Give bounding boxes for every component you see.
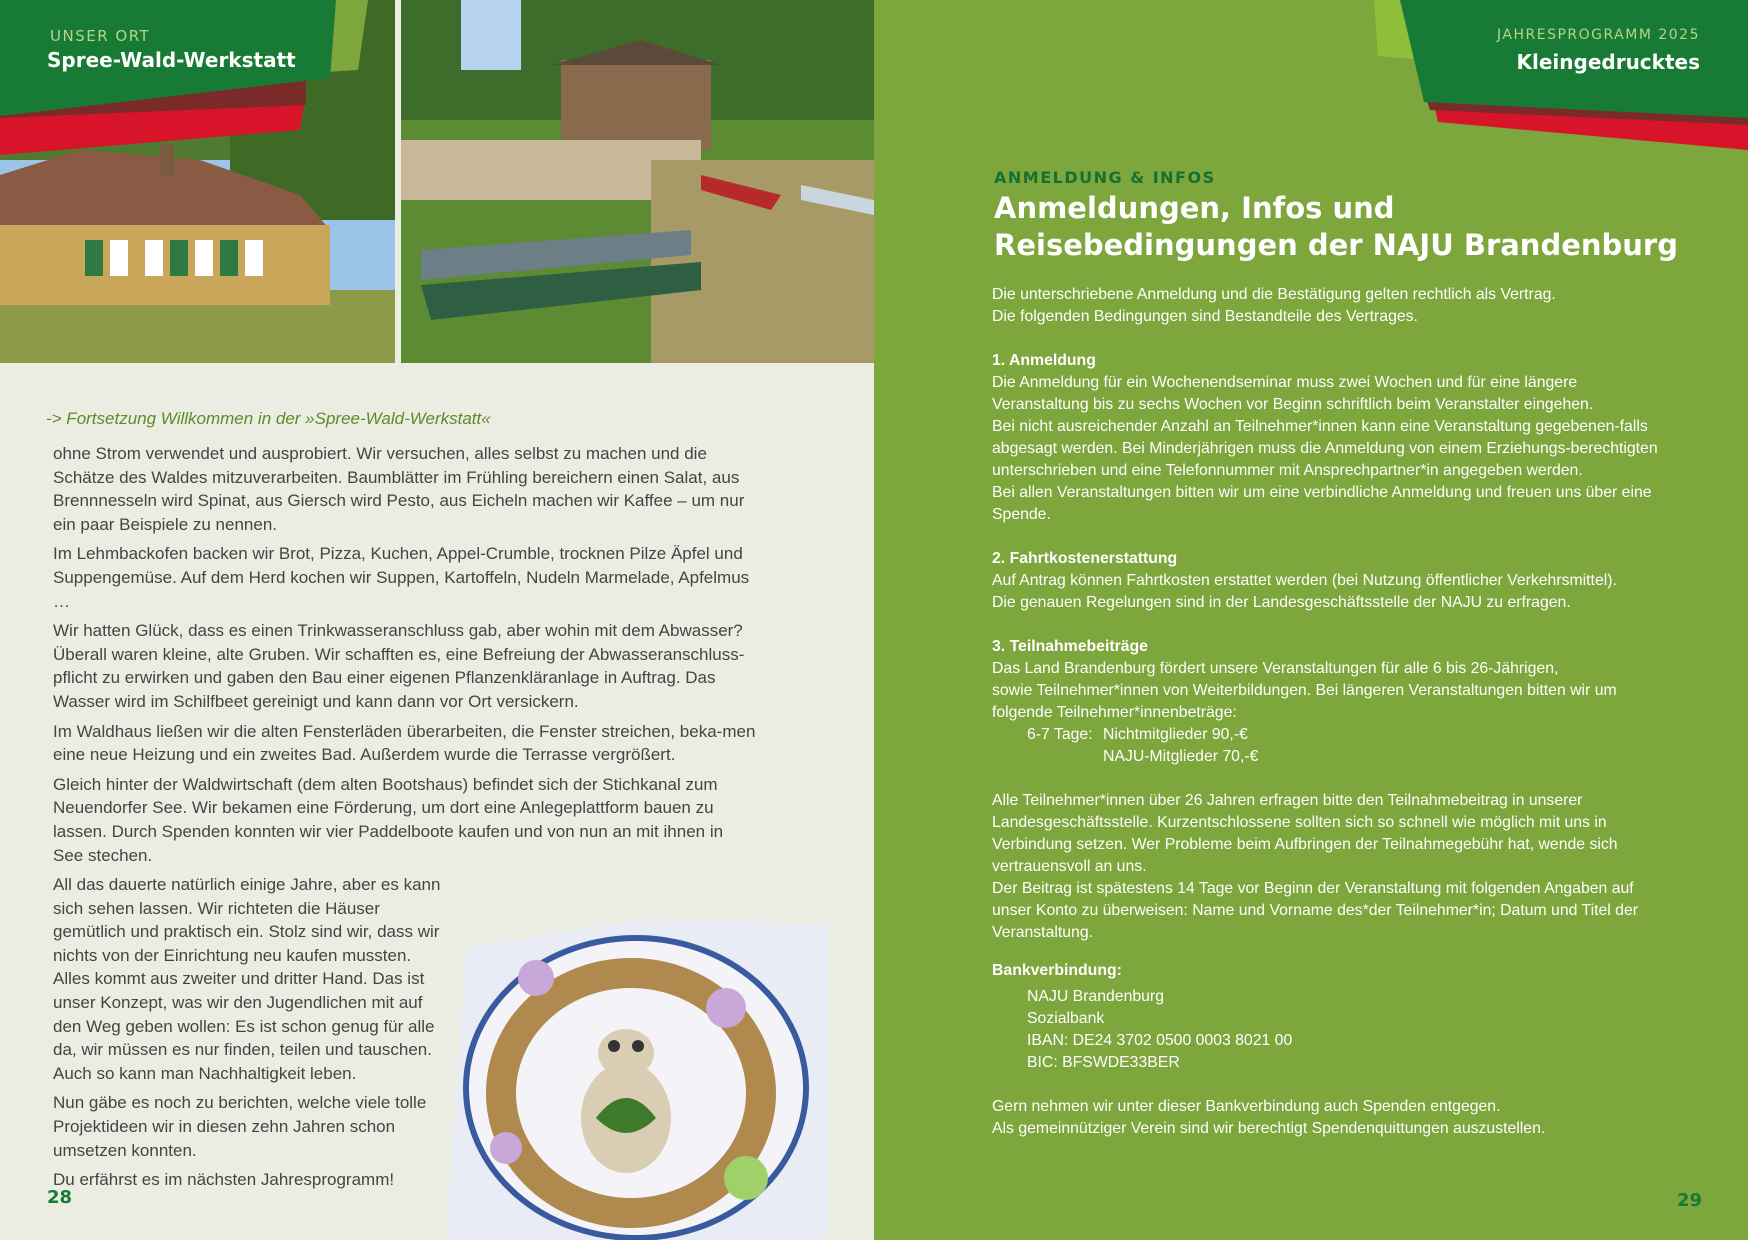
fee-value: Nichtmitglieder 90,-€ <box>1103 726 1248 743</box>
left-title: Spree-Wald-Werkstatt <box>47 48 296 72</box>
page-number-right: 29 <box>1676 1190 1702 1211</box>
conditions-text <box>992 284 1672 1140</box>
section-title: 2. Fahrtkostenerstattung <box>992 550 1178 567</box>
text-line: sowie Teilnehmer*innen von Weiterbildungen. Bei längeren Veranstaltungen bitten wir um folgende Teilnehmer*innenbeträge: <box>992 682 1617 721</box>
left-kicker: UNSER ORT <box>50 27 151 45</box>
right-banner <box>1374 0 1748 160</box>
paragraph: Gleich hinter der Waldwirtschaft (dem alten Bootshaus) befindet sich der Stichkanal zum Neuendorfer See. Wir bekamen eine Förderung, um dort eine Anlegeplattform bauen zu lassen. Durch Spenden konnten wir vier Paddelboote kaufen und von nun an mit ihnen in See stechen. <box>53 774 724 865</box>
page-number-left: 28 <box>47 1187 73 1208</box>
text-line: Die genauen Regelungen sind in der Landesgeschäftsstelle der NAJU zu erfragen. <box>992 594 1571 611</box>
right-kicker: JAHRESPROGRAMM 2025 <box>1497 27 1700 43</box>
text-line: Die Anmeldung für ein Wochenendseminar muss zwei Wochen und für eine längere Veranstaltung bis zu sechs Wochen vor Beginn schriftlich beim Veranstalter eingehen. <box>992 374 1594 413</box>
text-line: Gern nehmen wir unter dieser Bankverbindung auch Spenden entgegen. <box>992 1098 1501 1115</box>
text-line: Bei allen Veranstaltungen bitten wir um eine verbindliche Anmeldung und freuen uns über eine Spende. <box>992 484 1652 523</box>
right-title: Kleingedrucktes <box>1516 50 1700 74</box>
section-heading: Anmeldungen, Infos und Reisebedingungen der NAJU Brandenburg <box>994 191 1678 262</box>
section-title: 1. Anmeldung <box>992 352 1096 369</box>
text-line: Das Land Brandenburg fördert unsere Veranstaltungen für alle 6 bis 26-Jährigen, <box>992 660 1559 677</box>
paragraph: Du erfährst es im nächsten Jahresprogramm! <box>53 1170 395 1190</box>
text-line: Als gemeinnütziger Verein sind wir berechtigt Spendenquittungen auszustellen. <box>992 1120 1546 1137</box>
text-line: Alle Teilnehmer*innen über 26 Jahren erfragen bitte den Teilnahmebeitrag in unserer Landesgeschäftsstelle. Kurzentschlossene sollten sich so schnell wie möglich mit uns in Verbindung setzen. Wer Probleme beim Aufbringen der Teilnahmegebühr hat, wende sich vertrauensvoll an uns. <box>992 792 1618 875</box>
text-line: Bei nicht ausreichender Anzahl an Teilnehmer*innen kann eine Veranstaltung gegebenen-falls abgesagt werden. Bei Minderjährigen muss die Anmeldung von einem Erziehungs-berechtigten unterschrieben und eine Telefonnummer mit Ansprechpartner*in angegeben werden. <box>992 418 1658 479</box>
bank-line: NAJU Brandenburg <box>1027 988 1164 1005</box>
food-plate-photo <box>446 918 828 1240</box>
boathouse-photo <box>401 0 874 363</box>
text-line: Der Beitrag ist spätestens 14 Tage vor Beginn der Veranstaltung mit folgenden Angaben auf unser Konto zu überweisen: Name und Vorname des*der Teilnehmer*in; Datum und Titel der Veranstaltung. <box>992 880 1638 941</box>
paragraph: Wir hatten Glück, dass es einen Trinkwasseranschluss gab, aber wohin mit dem Abwasser? Überall waren kleine, alte Gruben. Wir schafften es, eine Befreiung der Abwasseranschluss-pflicht zu erwirken und gaben den Bau einer eigenen Pflanzenkläranlage in Auftrag. Das Wasser wird im Schilfbeet gereinigt und kann dann vor Ort versickern. <box>53 621 745 711</box>
left-banner <box>0 0 380 160</box>
paragraph: Im Waldhaus ließen wir die alten Fensterläden überarbeiten, die Fenster streichen, beka-men eine neue Heizung und ein zweites Bad. Außerdem wurde die Terrasse vergrößert. <box>53 721 756 765</box>
text-line: Auf Antrag können Fahrtkosten erstattet werden (bei Nutzung öffentlicher Verkehrsmittel). <box>992 572 1617 589</box>
paragraph: Im Lehmbackofen backen wir Brot, Pizza, Kuchen, Appel-Crumble, trocknen Pilze Äpfel und Suppengemüse. Auf dem Herd kochen wir Suppen, Kartoffeln, Nudeln Marmelade, Apfelmus … <box>53 544 750 611</box>
intro-line: Die folgenden Bedingungen sind Bestandteile des Vertrages. <box>992 308 1418 325</box>
paragraph: Nun gäbe es noch zu berichten, welche viele tolle Projektideen wir in diesen zehn Jahren schon umsetzen konnten. <box>53 1093 427 1160</box>
paragraph: All das dauerte natürlich einige Jahre, aber es kann sich sehen lassen. Wir richteten die Häuser gemütlich und praktisch ein. Stolz sind wir, dass wir nichts von der Einrichtung neu kaufen mussten. Alles kommt aus zweiter und dritter Hand. Das ist unser Konzept, was wir den Jugendlichen mit auf den Weg geben wollen: Es ist schon genug für alle da, wir müssen es nur finden, teilen und tauschen. Auch so kann man Nachhaltigkeit leben. <box>53 875 441 1083</box>
fee-row <box>992 724 1672 746</box>
fee-value: NAJU-Mitglieder 70,-€ <box>1103 748 1259 765</box>
section-kicker: ANMELDUNG & INFOS <box>994 168 1216 187</box>
paragraph: ohne Strom verwendet und ausprobiert. Wir versuchen, alles selbst zu machen und die Schätze des Waldes mitzuverarbeiten. Baumblätter im Frühling bereichern einen Salat, aus Brennnesseln wird Spinat, aus Giersch wird Pesto, aus Eicheln machen wir Kaffee – um nur ein paar Beispiele zu nennen. <box>53 444 745 534</box>
continuation-note: -> Fortsetzung Willkommen in der »Spree-Wald-Werkstatt« <box>46 409 491 428</box>
bank-line: IBAN: DE24 3702 0500 0003 8021 00 <box>1027 1032 1293 1049</box>
section-title: 3. Teilnahmebeiträge <box>992 638 1148 655</box>
fee-row <box>992 746 1672 768</box>
bank-line: Sozialbank <box>1027 1010 1105 1027</box>
bank-title: Bankverbindung: <box>992 962 1122 979</box>
photo-divider <box>395 0 401 363</box>
bank-line: BIC: BFSWDE33BER <box>1027 1054 1180 1071</box>
intro-line: Die unterschriebene Anmeldung und die Bestätigung gelten rechtlich als Vertrag. <box>992 286 1556 303</box>
fee-label: 6-7 Tage: <box>1027 726 1093 743</box>
